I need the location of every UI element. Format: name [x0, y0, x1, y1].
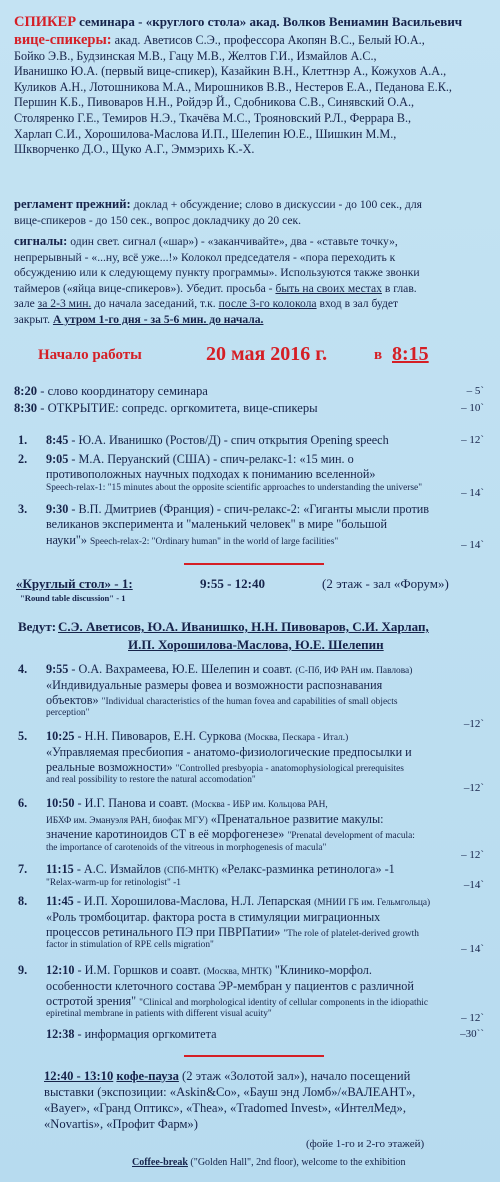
vice-line: Шкворченко Д.О., Щуко А.Г., Эммэрихь К.-Х.: [14, 142, 255, 157]
item-affiliation: (Москва, МНТК): [203, 967, 272, 977]
coffee-break: [44, 1068, 484, 1132]
round-table-time: 9:55 - 12:40: [200, 576, 265, 591]
item-authors: - А.С. Измайлов: [76, 862, 161, 876]
vice-line: акад. Аветисов С.Э., профессора Акопян В.С., Белый Ю.А.,: [114, 33, 425, 47]
duration: –12`: [463, 782, 484, 794]
signals-underlined: быть на своих местах: [275, 281, 382, 295]
round-table-place: (2 этаж - зал «Форум»): [322, 576, 449, 591]
duration: – 12`: [461, 849, 484, 861]
item-title: «Роль тромбоцитар. фактора роста в стимуляции миграционных: [46, 909, 381, 924]
item-affiliation: ИБХФ им. Эмануэля РАН, биофак МГУ): [46, 815, 208, 826]
item-time: 10:50: [46, 796, 75, 810]
speaker-label: СПИКЕР: [14, 14, 77, 30]
item-authors: - Н.Н. Пивоваров, Е.Н. Суркова: [77, 729, 242, 743]
signals-text: закрыт.: [14, 312, 51, 326]
coffee-floors: (фойе 1-го и 2-го этажей): [306, 1138, 425, 1150]
item-text: противоположных научных подходах к пониманию вселенной»: [46, 467, 376, 482]
signals-label: сигналы:: [14, 234, 68, 248]
coffee-english: [132, 1157, 405, 1168]
round-table-english: "Round table discussion" - 1: [20, 593, 126, 603]
duration: –30``: [460, 1028, 484, 1040]
item-english: perception": [46, 708, 90, 719]
round-table-title: «Круглый стол» - 1:: [16, 576, 133, 591]
item-english: factor in stimulation of RPE cells migration": [46, 940, 214, 951]
item-title: «Индивидуальные размеры фовеа и возможности распознавания: [46, 677, 383, 692]
opening-time: 8:20: [14, 384, 38, 398]
vice-line: Бойко Э.В., Будзинская М.В., Гацу М.В., Желтов Г.И., Измайлов А.С.,: [14, 48, 377, 63]
item-text: - В.П. Дмитриев (Франция) - спич-релакс-2: «Гиганты мысли против: [71, 502, 430, 516]
item-title: «Пренатальное развитие макулы:: [210, 811, 384, 826]
start-at: в: [374, 347, 383, 363]
item-time: 9:05: [46, 452, 69, 466]
item-number: 5.: [18, 729, 28, 743]
signals: [14, 234, 488, 328]
item-title: значение каротиноидов СТ в её морфогенезе»: [46, 827, 285, 841]
item-authors: - О.А. Вахрамеева, Ю.Е. Шелепин и соавт.: [71, 662, 293, 676]
item-title: «Управляемая пресбиопия - анатомо-физиологические предпосылки и: [46, 744, 412, 759]
divider: [184, 563, 324, 565]
item-number: 4.: [18, 662, 28, 676]
speaker-text: семинара - «круглого стола» акад. Волков Вениамин Васильевич: [79, 14, 463, 29]
duration: –12`: [463, 718, 484, 730]
signals-text: вход в зал будет: [319, 297, 399, 311]
coffee-time: 12:40 - 13:10: [44, 1069, 114, 1083]
vice-line: Столяренко Г.Е., Темиров Н.Э., Ткачёва М.С., Трояновский Р.Л., Феррара В.,: [14, 110, 412, 125]
signals-underlined: после 3-го колокола: [218, 297, 317, 311]
signals-line: непрерывный - «...ну, всё уже...!» Колокол председателя - «пора переходить к: [14, 250, 396, 264]
item-text: - М.А. Перуанский (США) - спич-релакс-1: «15 мин. о: [71, 452, 354, 466]
item-authors: - И.Г. Панова и соавт.: [77, 796, 189, 810]
item-english: Speech-relax-1: "15 minutes about the opposite scientific approaches to understanding the universe": [46, 482, 423, 493]
duration: – 12`: [461, 434, 484, 446]
coffee-text: (2 этаж «Золотой зал»), начало посещений: [182, 1069, 411, 1083]
start-line: [0, 343, 500, 367]
item-title: реальные возможности»: [46, 759, 173, 774]
item-title: остротой зрения": [46, 993, 137, 1008]
start-date: 20 мая 2016 г.: [206, 343, 328, 365]
item-title: «Релакс-разминка ретинолога» -1: [221, 862, 395, 876]
item-time: 9:30: [46, 502, 69, 516]
rules-line: вице-спикеров - до 150 сек., вопрос докладчику до 20 сек.: [14, 213, 302, 227]
item-english: "The role of platelet-derived growth: [283, 928, 419, 939]
coffee-text: «Bayer», «Гранд Оптикс», «Thea», «Tradomed Invest», «ИнтелМед»,: [44, 1101, 406, 1115]
signals-line: обсуждению или к следующему пункту программы». Используются также звонки: [14, 266, 420, 280]
item-text: - Ю.А. Иванишко (Ростов/Д) - спич открытия Opening speech: [71, 433, 389, 447]
item-affiliation: (Москва - ИБР им. Кольцова РАН,: [191, 800, 328, 810]
item-number: 7.: [18, 862, 28, 876]
coffee-text: «Novartis», «Профит Фарм»): [44, 1117, 198, 1131]
item-time: 9:55: [46, 662, 69, 676]
signals-text: в глав.: [384, 281, 417, 295]
item-title: "Клинико-морфол.: [274, 963, 372, 977]
item-authors: - И.П. Хорошилова-Маслова, Н.Л. Лепарская: [76, 894, 312, 908]
round-table-header: [0, 576, 500, 608]
item-affiliation: (Москва, Пескара - Итал.): [244, 733, 349, 743]
duration: – 14`: [461, 539, 484, 551]
duration: – 14`: [461, 943, 484, 955]
divider: [184, 1055, 324, 1057]
item-number: 1.: [18, 433, 28, 447]
vice-line: Першин К.Б., Пивоваров Н.Н., Ройдэр Й., Сдобникова С.В., Синявский О.А.,: [14, 95, 415, 110]
item-english: "Controlled presbyopia - anatomophysiological prerequisites: [175, 763, 404, 774]
moderators-label: Ведут:: [18, 619, 57, 634]
signals-underlined: за 2-3 мин.: [37, 297, 92, 311]
item-time: 8:45: [46, 433, 69, 447]
item-time: 12:10: [46, 963, 75, 977]
item-time: 10:25: [46, 729, 75, 743]
start-label: Начало работы: [38, 347, 142, 363]
opening-text: - слово координатору семинара: [40, 384, 208, 398]
item-time: 12:38: [46, 1027, 75, 1041]
signals-text: зале: [14, 297, 35, 311]
duration: – 5`: [466, 385, 484, 397]
vice-line: Иванишко Ю.А. (первый вице-спикер), Казайкин В.Н., Клеттнэр А., Кожухов А.А.,: [14, 64, 447, 79]
signals-morning: А утром 1-го дня - за 5-6 мин. до начала.: [52, 312, 264, 326]
duration: – 12`: [461, 1012, 484, 1024]
item-english: the importance of carotenoids of the vitreous in morphogenesis of macula": [46, 842, 327, 853]
moderators-line: С.Э. Аветисов, Ю.А. Иванишко, Н.Н. Пивоваров, С.И. Харлап,: [58, 619, 429, 634]
vice-line: Харлап С.И., Хорошилова-Маслова И.П., Шелепин Ю.Е., Шишкин М.М.,: [14, 126, 397, 141]
vice-line: Куликов А.Н., Лотошникова М.А., Мирошников В.В., Нестеров Е.А., Педанова Е.К.,: [14, 79, 452, 94]
item-text: - информация оргкомитета: [77, 1027, 217, 1041]
coffee-english-bold: Coffee-break: [132, 1157, 188, 1168]
coffee-label: кофе-пауза: [116, 1069, 179, 1083]
item-number: 9.: [18, 963, 28, 977]
opening-text: - ОТКРЫТИЕ: сопредс. оргкомитета, вице-спикеры: [40, 401, 318, 415]
duration: – 14`: [461, 487, 484, 499]
rules-label: регламент прежний:: [14, 197, 131, 211]
item-number: 3.: [18, 502, 28, 516]
vice-speakers: [14, 33, 488, 158]
opening-row: [14, 401, 488, 417]
item-english: Speech-relax-2: "Ordinary human" in the world of large facilities": [89, 536, 339, 547]
opening-row: [14, 384, 488, 400]
signals-line: таймеров («яйца вице-спикеров»). Убедит. просьба -: [14, 281, 273, 295]
item-number: 6.: [18, 796, 28, 810]
moderators: [0, 619, 500, 655]
item-english: "Clinical and morphological identity of cellular components in the idiopathic: [139, 997, 429, 1008]
item-time: 11:15: [46, 862, 74, 876]
item-number: 2.: [18, 452, 28, 466]
item-affiliation: (СПб-МНТК): [163, 866, 219, 876]
signals-line: один свет. сигнал («шар») - «заканчивайте», два - «ставьте точку»,: [70, 235, 398, 248]
opening-time: 8:30: [14, 401, 38, 415]
item-text: великанов эксперимента и "маленький человек" в мире "большой: [46, 517, 387, 532]
moderators-line: И.П. Хорошилова-Маслова, Ю.Е. Шелепин: [128, 637, 384, 652]
rules-line: доклад + обсуждение; слово в дискуссии - до 100 сек., для: [133, 198, 422, 211]
speaker-line: [14, 14, 488, 31]
item-english: "Prenatal development of macula:: [287, 831, 415, 841]
item-english: epiretinal membrane in patients with different visual acuity": [46, 1009, 272, 1020]
item-english: "Relax-warm-up for retinologist" -1: [46, 877, 181, 888]
item-affiliation: (С-Пб, ИФ РАН им. Павлова): [295, 666, 413, 676]
item-title: объектов»: [46, 692, 99, 707]
item-affiliation: (МНИИ ГБ им. Гельмгольца): [314, 898, 431, 908]
item-english: and real possibility to restore the natural accomodation": [46, 775, 256, 786]
signals-text: до начала заседаний, т.к.: [94, 297, 216, 311]
item-english: "Individual characteristics of the human fovea and capabilities of small objects: [101, 696, 398, 707]
item-title: процессов ретинального ПЭ при ПВРПатии»: [46, 924, 281, 939]
vice-label: вице-спикеры:: [14, 32, 112, 48]
item-title: особенности клеточного состава ЭР-мембран у пациентов с различной: [46, 978, 414, 993]
item-time: 11:45: [46, 894, 74, 908]
coffee-english-text: ("Golden Hall", 2nd floor), welcome to the exhibition: [190, 1157, 406, 1168]
start-time: 8:15: [392, 343, 429, 365]
duration: –14`: [463, 879, 484, 891]
coffee-text: выставки (экспозиции: «Askin&Co», «Бауш энд Ломб»/«ВАЛЕАНТ»,: [44, 1085, 416, 1099]
duration: – 10`: [461, 402, 484, 414]
item-authors: - И.М. Горшков и соавт.: [77, 963, 201, 977]
item-number: 8.: [18, 894, 28, 908]
rules: [14, 197, 488, 228]
item-text: науки"»: [46, 532, 87, 547]
